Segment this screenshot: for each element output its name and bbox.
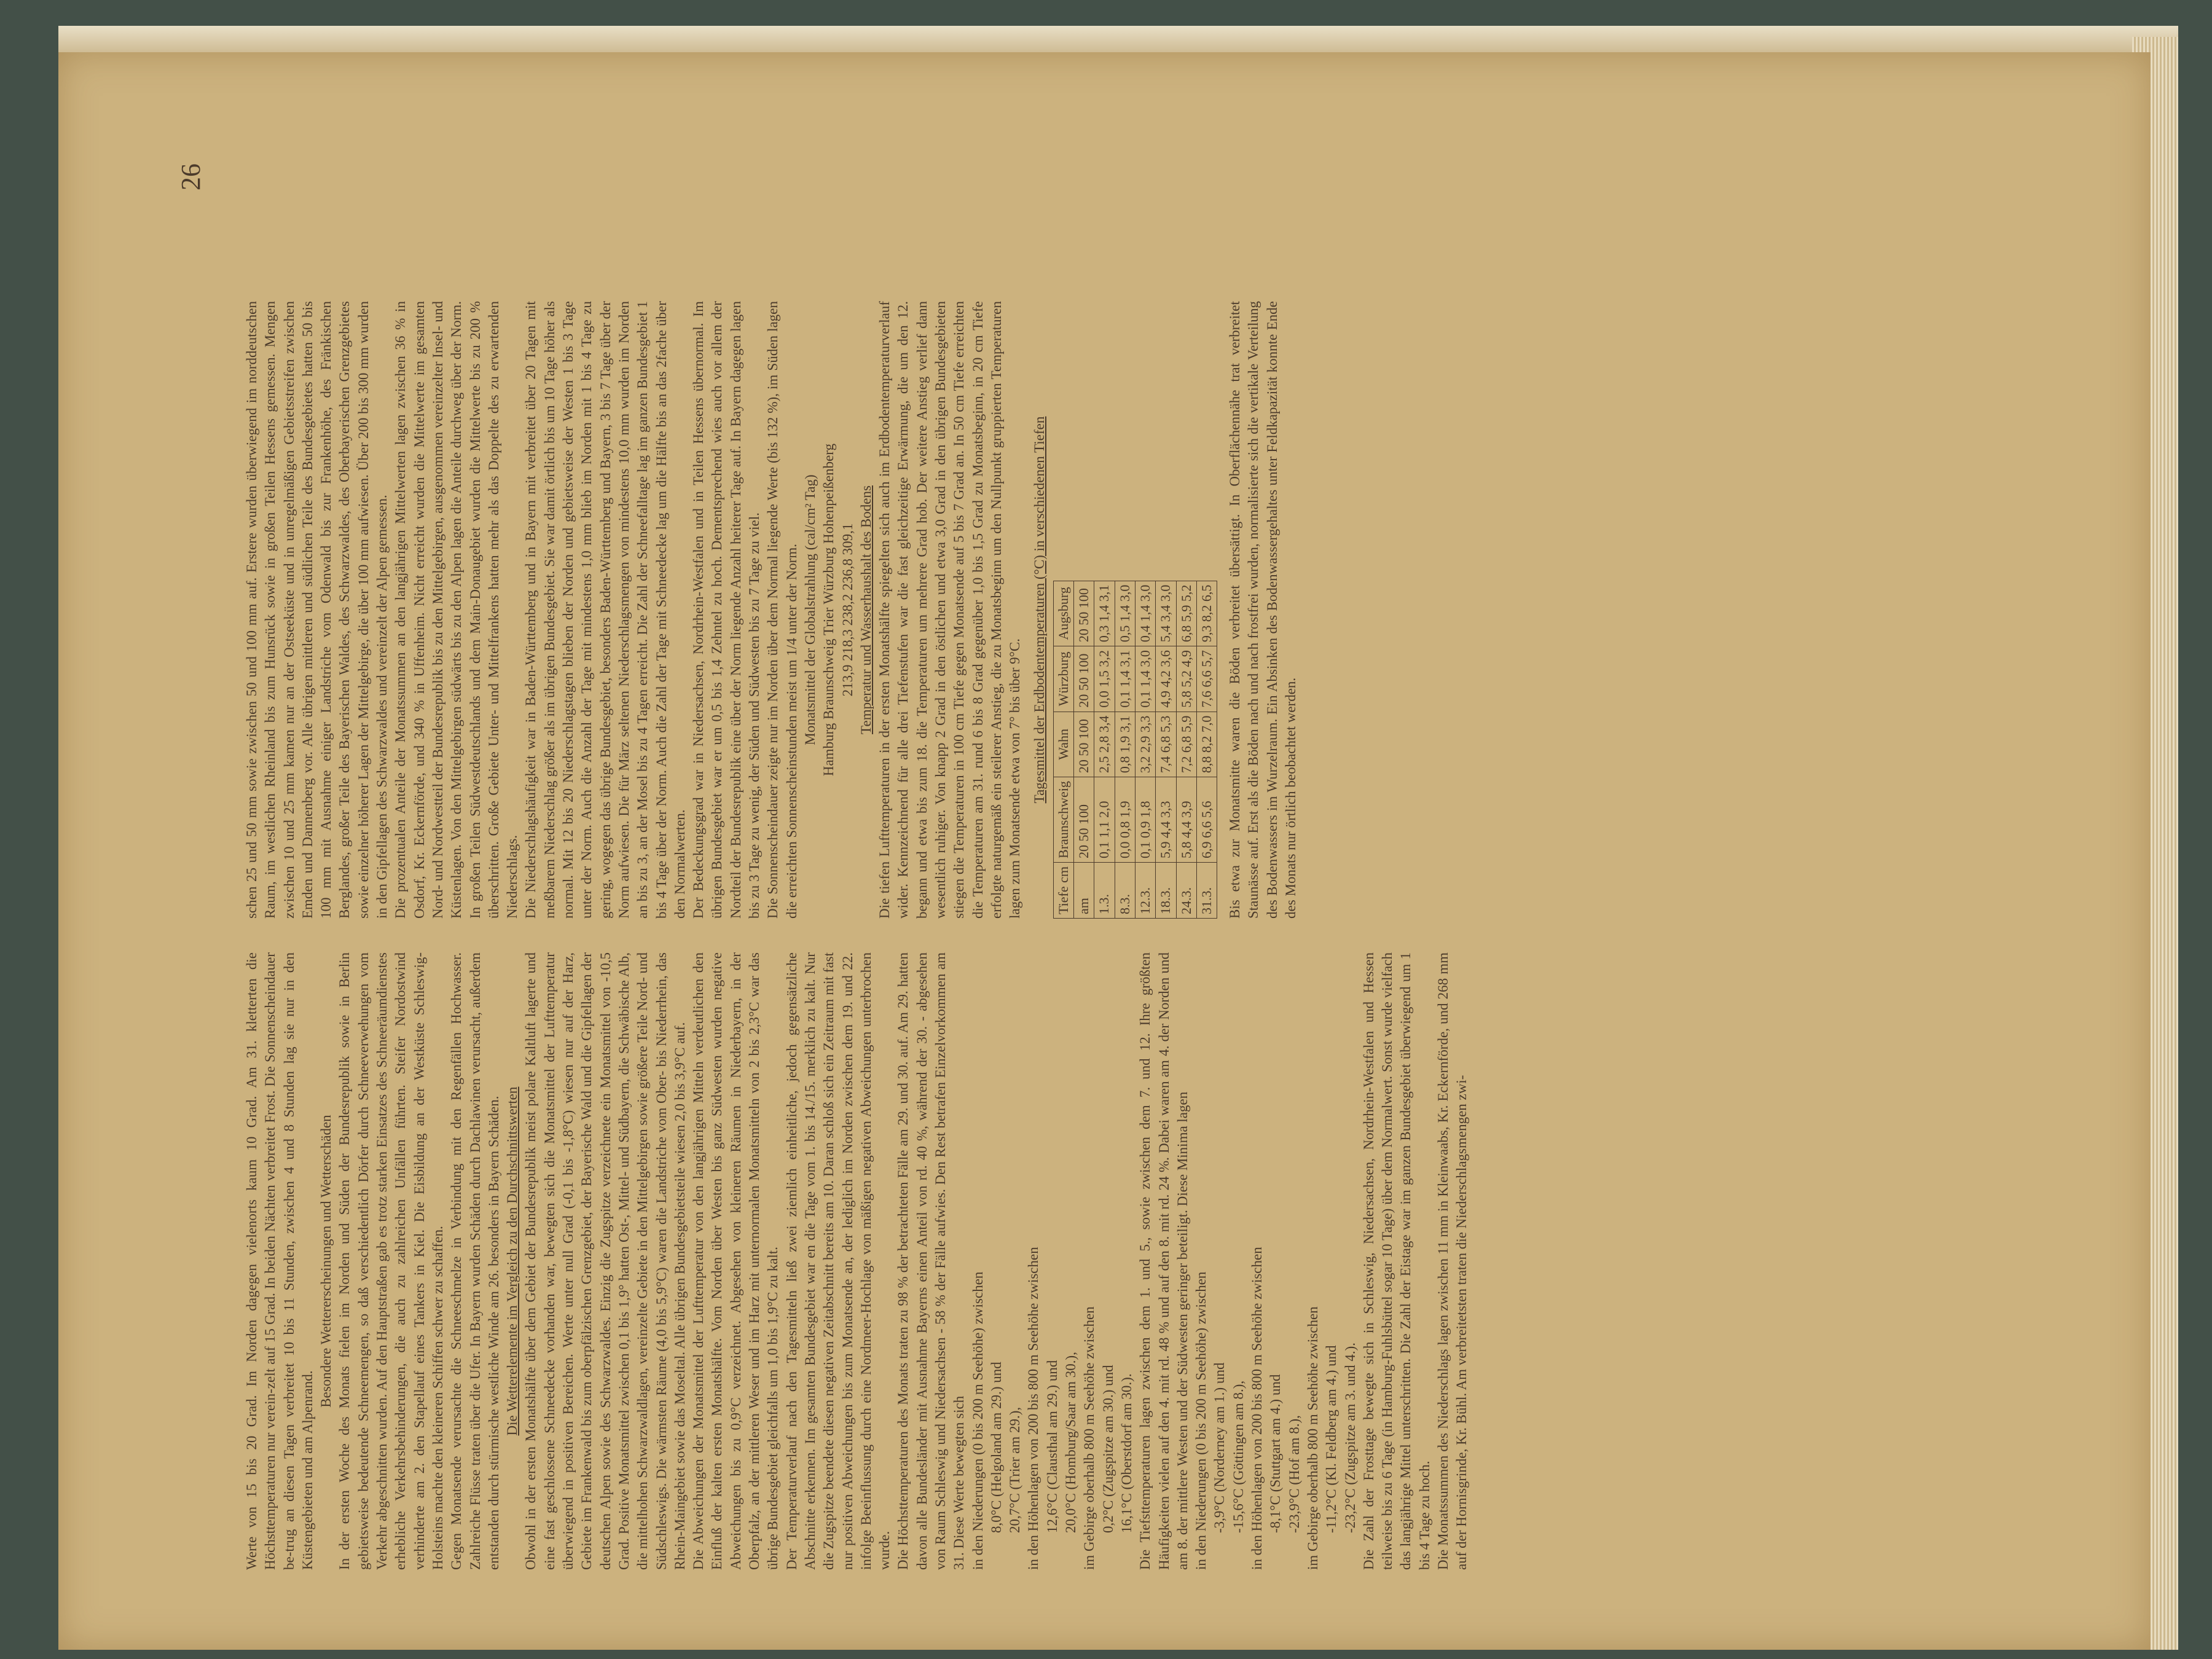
text-column-left xyxy=(243,952,1472,1570)
paragraph: schen 25 und 50 mm sowie zwischen 50 und 100 mm auf. Erstere wurden überwiegend im norddeutschen Raum, im westlichen Rheinland bis zum Hunsrück sowie in großen Teilen Hessens gemessen. Mengen zwischen 10 und 25 mm kamen nur an der Ostseeküste und in unregelmäßigen Gebietsstreifen zwischen Emden und Dannenberg vor. Alle übrigen mittleren und südlichen Teile des Bundesgebietes hatten 50 bis 100 mm mit Ausnahme einiger Landstriche vom Odenwald bis zur Frankenhöhe, des Fränkischen Berglandes, großer Teile des Bayerischen Waldes, des Schwarzwaldes, des Oberbayerischen Grenzgebietes sowie einzelner höherer Lagen der Mittelgebirge, die über 100 mm aufwiesen. Über 200 bis 300 mm wurden in den Gipfellagen des Schwarzwaldes und vereinzelt der Alpen gemessen. xyxy=(244,301,390,919)
table-caption: Tagesmittel der Erdbodentemperaturen (°C) in verschiedenen Tiefen xyxy=(1032,416,1048,804)
paragraph: Die Niederschlagshäufigkeit war in Baden-Württemberg und in Bayern mit verbreitet über 20 Tagen mit meßbarem Niederschlag größer als im übrigen Bundesgebiet. Sie war damit örtlich bis um 10 Tage höher als normal. Mit 12 bis 20 Niederschlagstagen blieben der Norden und gebietsweise der Westen 1 bis 3 Tage unter der Norm. Auch die Anzahl der Tage mit mindestens 1,0 mm blieb im Norden mit 1 bis 4 Tage zu gering, wogegen das übrige Bundesgebiet, besonders Baden-Württemberg und Bayern, 3 bis 7 Tage über der Norm aufwiesen. Die für März seltenen Niederschlagsmengen von mindestens 10,0 mm wurden im Norden an bis zu 3, an der Mosel bis zu 4 Tagen erreicht. Die Zahl der Schneefalltage lag im ganzen Bundesgebiet 1 bis 4 Tage über der Norm. Auch die Zahl der Tage mit Schneedecke lag um die Hälfte bis an das 2fache über den Normalwerten. xyxy=(523,301,688,919)
table-header-cell: Würzburg xyxy=(1053,646,1073,712)
table-cell: 7,6 6,6 5,7 xyxy=(1196,646,1217,712)
table-header-row xyxy=(1053,581,1073,918)
table-cell: 12.3. xyxy=(1135,862,1155,918)
list-line: in den Niederungen (0 bis 200 m Seehöhe) zwischen xyxy=(1193,1271,1209,1570)
list-line: im Gebirge oberhalb 800 m Seehöhe zwischen xyxy=(1304,1306,1320,1570)
table-cell: 6,8 5,9 5,2 xyxy=(1176,581,1196,646)
list-line: in den Niederungen (0 bis 200 m Seehöhe) zwischen xyxy=(970,1271,986,1570)
paragraph: Obwohl in der ersten Monatshälfte über dem Gebiet der Bundesrepublik meist polare Kaltluft lagerte und eine fast geschlossene Schneedecke vorhanden war, bewegten sich die Monatsmittel der Lufttemperatur überwiegend in positiven Bereichen. Werte unter null Grad (-0,1 bis -1,8°C) wiesen nur auf der Harz, Gebiete im Frankenwald bis zum oberpfälzischen Grenzgebiet, der Bayerische Wald und die Gipfellagen der deutschen Alpen sowie des Schwarzwaldes. Einzig die Zugspitze verzeichnete ein Monatsmittel von -10,5 Grad. Positive Monatsmittel zwischen 0,1 bis 1,9° hatten Ost-, Mittel- und Südbayern, die Schwäbische Alb, die mittelhohen Schwarzwaldlagen, vereinzelte Gebiete in den Mittelgebirgen sowie größere Teile Nord- und Südschleswigs. Die wärmsten Räume (4,0 bis 5,9°C) waren die Landstriche vom Ober- bis Niederrhein, das Rhein-Maingebiet sowie das Moseltal. Alle übrigen Bundesgebietsteile wiesen 2,0 bis 3,9°C auf. xyxy=(523,952,688,1570)
table-cell: 31.3. xyxy=(1196,862,1217,918)
list-line: 8,0°C (Helgoland am 29.) und xyxy=(988,1362,1004,1533)
section-heading: Die Wetterelemente im Vergleich zu den Durchschnittswerten xyxy=(504,1086,520,1436)
paragraph: Die Sonnenscheindauer zeigte nur im Norden über dem Normal liegende Werte (bis 132 %), im Süden lagen die erreichten Sonnenscheinstunden meist um 1/4 unter der Norm. xyxy=(765,301,799,919)
list-line: -23,9°C (Hof am 8.), xyxy=(1286,1415,1302,1533)
table-cell: 0,5 1,4 3,0 xyxy=(1115,581,1135,646)
depth-labels: 20 50 100 xyxy=(1074,777,1094,863)
station-names: Hamburg Braunschweig Trier Würzburg Hohenpeißenberg xyxy=(821,443,837,777)
rotated-page-content xyxy=(58,52,2151,1650)
paragraph: Der Bedeckungsgrad war in Niedersachsen, Nordrhein-Westfalen und in Teilen Hessens übernormal. Im übrigen Bundesgebiet war er um 0,5 bis 1,4 Zehntel zu hoch. Dementsprechend wies auch vor allem der Nordteil der Bundesrepublik eine über der Norm liegende Anzahl heiterer Tage auf. In Bayern dagegen lagen bis zu 3 Tage zu wenig, der Süden und Südwesten bis zu 7 Tage zu viel. xyxy=(691,301,763,919)
list-line: -23,2°C (Zugspitze am 3. und 4.). xyxy=(1342,1342,1358,1533)
table-row xyxy=(1094,581,1115,918)
table-cell: 24.3. xyxy=(1176,862,1196,918)
list-line: 20,7°C (Trier am 29.), xyxy=(1007,1406,1023,1533)
paragraph: Die Abweichungen der Monatsmittel der Lufttemperatur von den langjährigen Mitteln verdeutlichen den Einfluß der kalten ersten Monatshälfte. Vom Norden über Westen bis ganz Südwesten wurden negative Abweichungen bis zu 0,9°C verzeichnet. Abgesehen von kleineren Räumen in Niederbayern, in der Oberpfalz, an der mittleren Weser und im Harz mit unternormalen Monatsmitteln von 2 bis 2,3°C war das übrige Bundesgebiet gleichfalls um 1,0 bis 1,9°C zu kalt. xyxy=(691,952,781,1570)
list-line: 16,1°C (Oberstdorf am 30.). xyxy=(1118,1373,1134,1533)
table-cell: 9,3 8,2 6,5 xyxy=(1196,581,1217,646)
table-row xyxy=(1176,581,1196,918)
paragraph: Die prozentualen Anteile der Monatssummen an den langjährigen Mittelwerten lagen zwischen 36 % in Osdorf, Kr. Eckernförde, und 340 % in Uffenheim. Nicht erreicht wurden die Mittelwerte im gesamten Nord- und Nordwestteil der Bundesrepublik bis zu den Mittelgebirgen, ausgenommen vereinzelter Insel- und Küstenlagen. Von den Mittelgebirgen südwärts bis zu den Alpen lagen die Anteile durchweg über der Norm. In großen Teilen Südwestdeutschlands und dem Main-Donaugebiet wurden die Mittelwerte bis zu 200 % überschritten. Große Gebiete Unter- und Mittelfrankens hatten mehr als das Doppelte des zu erwartenden Niederschlags. xyxy=(393,301,520,919)
table-header-cell: Wahn xyxy=(1053,712,1073,777)
table-cell: 0,8 1,9 3,1 xyxy=(1115,712,1135,777)
table-cell: 6,9 6,6 5,6 xyxy=(1196,777,1217,863)
list-line: -8,1°C (Stuttgart am 4.) und xyxy=(1268,1374,1284,1533)
table-cell: 0,4 1,4 3,0 xyxy=(1135,581,1155,646)
soil-temperature-table xyxy=(1053,581,1217,919)
table-cell: 1.3. xyxy=(1094,862,1115,918)
table-row xyxy=(1115,581,1135,918)
section-heading: Monatsmittel der Globalstrahlung (cal/cm² Tag) xyxy=(802,474,818,745)
depth-labels: 20 50 100 xyxy=(1074,646,1094,712)
table-cell: 5,9 4,4 3,3 xyxy=(1156,777,1176,863)
station-values: 213,9 218,3 238,2 236,8 309,1 xyxy=(839,523,855,697)
list-line: 0,2°C (Zugspitze am 30.) und xyxy=(1100,1365,1116,1533)
section-heading: Temperatur und Wasserhaushalt des Bodens xyxy=(858,485,874,734)
table-cell: 0,1 1,4 3,1 xyxy=(1115,646,1135,712)
list-line: 12,6°C (Clausthal am 29.) und xyxy=(1044,1360,1060,1533)
list-line: im Gebirge oberhalb 800 m Seehöhe zwischen xyxy=(1081,1306,1097,1570)
table-header-cell: Tiefe cm xyxy=(1053,862,1073,918)
depth-labels: 20 50 100 xyxy=(1074,581,1094,646)
list-line: in den Höhenlagen von 200 bis 800 m Seehöhe zwischen xyxy=(1249,1247,1265,1570)
table-header-cell: Braunschweig xyxy=(1053,777,1073,863)
table-row xyxy=(1135,581,1155,918)
paragraph: Die Höchsttemperaturen des Monats traten zu 98 % der betrachteten Fälle am 29. und 30. auf. Am 29. hatten davon alle Bundesländer mit Ausnahme Bayerns einen Anteil von rd. 40 %, während der 30. - abgesehen von Raum Schleswig und Niedersachsen - 58 % der Fälle aufwies. Den Rest betrafen Einzelvorkommen am 31. Diese Werte bewegten sich xyxy=(895,952,967,1570)
paragraph: Werte von 15 bis 20 Grad. Im Norden dagegen vielenorts kaum 10 Grad. Am 31. kletterten die Höchsttemperaturen nur verein-zelt auf 15 Grad. In beiden Nächten verbreitet Frost. Die Sonnenscheindauer be-trug an diesen Tagen verbreitet 10 bis 11 Stunden, zwischen 4 und 8 Stunden lag sie nur in den Küstengebieten und am Alpenrand. xyxy=(244,952,315,1570)
table-cell: 3,2 2,9 3,3 xyxy=(1135,712,1155,777)
list-line: 20,0°C (Homburg/Saar am 30.), xyxy=(1063,1352,1079,1533)
table-cell: 7,2 6,8 5,9 xyxy=(1176,712,1196,777)
table-cell: 2,5 2,8 3,4 xyxy=(1094,712,1115,777)
table-cell: 8.3. xyxy=(1115,862,1135,918)
paragraph: Gegen Monatsende verursachte die Schneeschmelze in Verbindung mit den Regenfällen Hochwasser. Zahlreiche Flüsse traten über die Ufer. In Bayern wurden Schäden durch Dachlawinen verursacht, außerdem entstanden durch stürmische westliche Winde am 26. besonders in Bayern Schäden. xyxy=(449,952,501,1570)
table-cell: 4,9 4,2 3,6 xyxy=(1156,646,1176,712)
depth-labels: 20 50 100 xyxy=(1074,712,1094,777)
paragraph: Die tiefen Lufttemperaturen in der ersten Monatshälfte spiegelten sich auch im Erdbodentemperaturverlauf wider. Kennzeichnend für alle drei Tiefenstufen war die fast gleichzeitige Erwärmung, die um den 12. begann und etwa bis zum 18. die Temperaturen um mehrere Grad hob. Der weitere Anstieg verlief dann wesentlich ruhiger. Von knapp 2 Grad in den östlichen und etwa 3,0 Grad in den übrigen Bundesgebieten stiegen die Temperaturen in 100 cm Tiefe gegen Monatsende auf 5 bis 7 Grad an. In 50 cm Tiefe erreichten die Temperaturen am 31. rund 6 bis 8 Grad gegenüber 1,0 bis 1,5 Grad zu Monatsbeginn, in 20 cm Tiefe erfolgte naturgemäß ein steilerer Anstieg, die zu Monatsbeginn um den Nullpunkt gruppierten Temperaturen lagen zum Monatsende etwa von 7° bis über 9°C. xyxy=(877,301,1023,919)
page-number: 26 xyxy=(176,163,206,190)
table-cell: 5,8 5,2 4,9 xyxy=(1176,646,1196,712)
table-cell: 0,1 0,9 1,8 xyxy=(1135,777,1155,863)
table-header-cell: Augsburg xyxy=(1053,581,1073,646)
text-column-right xyxy=(243,301,1300,919)
table-header-cell: am xyxy=(1074,862,1094,918)
paragraph: In der ersten Woche des Monats fielen im Norden und Süden der Bundesrepublik sowie in Berlin gebietsweise bedeutende Schneemengen, so daß verschiedentlich Dörfer durch Schneeverwehungen vom Verkehr abgeschnitten wurden. Auf den Hauptstraßen gab es trotz starken Einsatzes des Schneeräumdienstes erhebliche Verkehrsbehinderungen, die auch zu zahlreichen Unfällen führten. Steifer Nordostwind verhinderte am 2. den Stapellauf eines Tankers in Kiel. Die Eisbildung an der Westküste Schleswig-Holsteins machte den kleineren Schiffen schwer zu schaffen. xyxy=(337,952,445,1570)
table-cell: 5,8 4,4 3,9 xyxy=(1176,777,1196,863)
table-cell: 7,4 6,8 5,3 xyxy=(1156,712,1176,777)
table-cell: 18.3. xyxy=(1156,862,1176,918)
paragraph: Der Temperaturverlauf nach den Tagesmitteln ließ zwei ziemlich einheitliche, jedoch gegensätzliche Abschnitte erkennen. Im gesamten Bundesgebiet war en die Tage vom 1. bis 14./15. merklich zu kalt. Nur die Zugspitze beendete diesen negativen Zeitabschnitt bereits am 10. Daran schloß sich ein Zeitraum mit fast nur positiven Abweichungen bis zum Monatsende an, der lediglich im Norden zwischen dem 19. und 22. infolge Beeinflussung durch eine Nordmeer-Hochlage von mäßigen negativen Abweichungen unterbrochen wurde. xyxy=(783,952,893,1570)
table-row xyxy=(1156,581,1176,918)
table-cell: 5,4 3,4 3,0 xyxy=(1156,581,1176,646)
table-row xyxy=(1196,581,1217,918)
table-cell: 0,3 1,4 3,1 xyxy=(1094,581,1115,646)
table-cell: 0,1 1,1 2,0 xyxy=(1094,777,1115,863)
list-line: -15,6°C (Göttingen am 8.), xyxy=(1230,1380,1246,1533)
table-subheader-row xyxy=(1074,581,1094,918)
paragraph: Die Zahl der Frosttage bewegte sich in Schleswig, Niedersachsen, Nordrhein-Westfalen und Hessen teilweise bis zu 6 Tage (in Hamburg-Fuhlsbüttel sogar 10 Tage) über dem Normalwert. Sonst wurde vielfach das langjährige Mittel unterschritten. Die Zahl der Eistage war im ganzen Bundesgebiet überwiegend um 1 bis 4 Tage zu hoch. xyxy=(1360,952,1432,1570)
paragraph: Die Monatssummen des Niederschlags lagen zwischen 11 mm in Kleinwaabs, Kr. Eckernförde, und 268 mm auf der Hornisgrinde, Kr. Bühl. Am verbreitetsten traten die Niederschlagsmengen zwi- xyxy=(1435,952,1470,1570)
list-line: -3,9°C (Norderney am 1.) und xyxy=(1212,1362,1228,1533)
paragraph: Die Tiefsttemperaturen lagen zwischen dem 1. und 5., sowie zwischen dem 7. und 12. Ihre größten Häufigkeiten vielen auf den 4. mit rd. 48 % und auf den 8. mit rd. 24 %. Dabei waren am 4. der Norden und am 8. der mittlere Westen und der Südwesten geringer beteiligt. Diese Minima lagen xyxy=(1137,952,1190,1570)
list-line: in den Höhenlagen von 200 bis 800 m Seehöhe zwischen xyxy=(1026,1247,1041,1570)
table-cell: 0,1 1,4 3,0 xyxy=(1135,646,1155,712)
table-cell: 0,0 1,5 3,2 xyxy=(1094,646,1115,712)
table-cell: 0,0 0,8 1,9 xyxy=(1115,777,1135,863)
table-cell: 8,8 8,2 7,0 xyxy=(1196,712,1217,777)
paragraph: Bis etwa zur Monatsmitte waren die Böden verbreitet übersättigt. In Oberflächennähe trat verbreitet Staunässe auf. Erst als die Böden nach und nach frostfrei wurden, normalisierte sich die vertikale Verteilung des Bodenwassers im Wurzelraum. Ein Absinken des Bodenwassergehaltes unter Feldkapazität konnte Ende des Monats nur örtlich beobachtet werden. xyxy=(1227,301,1299,919)
list-line: -11,2°C (Kl. Feldberg am 4.) und xyxy=(1324,1345,1339,1533)
section-heading: Besondere Wettererscheinungen und Wetterschäden xyxy=(318,1115,334,1408)
